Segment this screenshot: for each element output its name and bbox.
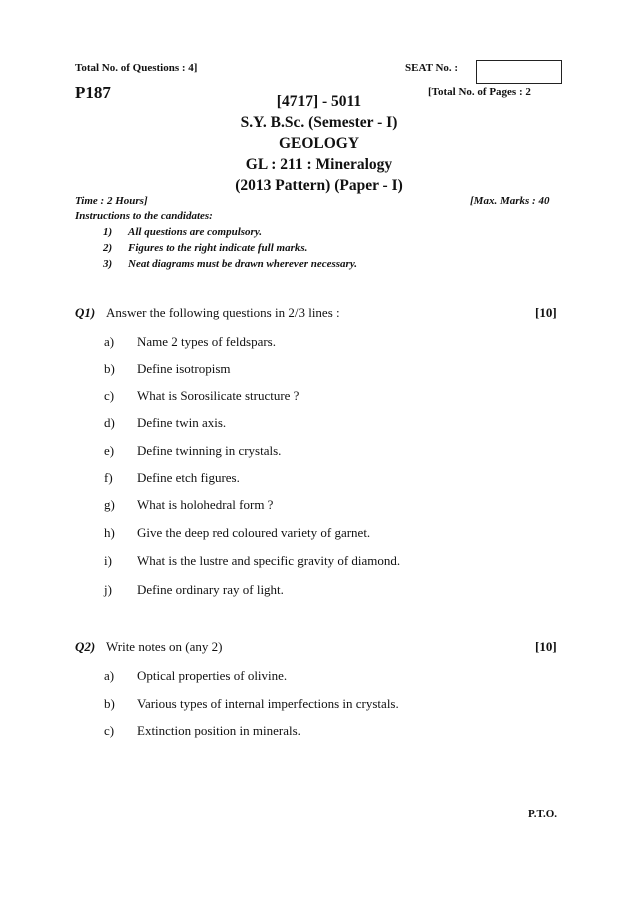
instruction-text: Neat diagrams must be drawn wherever necessary. — [128, 258, 358, 270]
total-pages: [Total No. of Pages : 2 — [428, 86, 531, 98]
part-text: What is the lustre and specific gravity of diamond. — [137, 553, 401, 568]
seat-label: SEAT No. : — [405, 62, 459, 74]
part-label: j) — [104, 582, 112, 597]
paper-code: P187 — [75, 83, 111, 102]
part-text: Optical properties of olivine. — [137, 668, 288, 683]
question-text: Answer the following questions in 2/3 lines : — [106, 305, 340, 320]
question-marks: [10] — [535, 305, 557, 320]
subject-name: GEOLOGY — [278, 135, 360, 152]
part-label: h) — [104, 525, 115, 540]
seat-number-box[interactable] — [476, 60, 562, 84]
question-marks: [10] — [535, 639, 557, 654]
pto-label: P.T.O. — [528, 808, 558, 820]
instructions-heading: Instructions to the candidates: — [75, 210, 213, 222]
part-text: Define twin axis. — [137, 415, 227, 430]
part-text: Various types of internal imperfections in crystals. — [137, 696, 399, 711]
part-text: Define isotropism — [137, 361, 231, 376]
instruction-number: 1) — [103, 226, 113, 238]
part-text: Define twinning in crystals. — [137, 443, 282, 458]
part-label: c) — [104, 723, 115, 738]
part-text: Extinction position in minerals. — [137, 723, 301, 738]
part-label: b) — [104, 696, 115, 711]
part-label: e) — [104, 443, 115, 458]
part-label: a) — [104, 668, 115, 683]
pattern: (2013 Pattern) (Paper - I) — [235, 177, 403, 194]
part-label: d) — [104, 415, 115, 430]
part-text: Define ordinary ray of light. — [137, 582, 284, 597]
part-label: c) — [104, 388, 115, 403]
part-label: f) — [104, 470, 113, 485]
part-label: b) — [104, 361, 115, 376]
paper-title: GL : 211 : Mineralogy — [245, 156, 393, 173]
part-text: What is Sorosilicate structure ? — [137, 388, 300, 403]
part-text: Give the deep red coloured variety of garnet. — [137, 525, 371, 540]
question-number: Q2) — [75, 639, 96, 654]
part-label: g) — [104, 497, 115, 512]
question-number: Q1) — [75, 305, 96, 320]
exam-title-block — [190, 91, 448, 196]
max-marks: [Max. Marks : 40 — [470, 195, 550, 207]
instruction-number: 3) — [103, 258, 113, 270]
part-label: i) — [104, 553, 112, 568]
part-text: Define etch figures. — [137, 470, 240, 485]
time-allowed: Time : 2 Hours] — [75, 195, 148, 207]
part-text: What is holohedral form ? — [137, 497, 274, 512]
part-label: a) — [104, 334, 115, 349]
part-text: Name 2 types of feldspars. — [137, 334, 276, 349]
instruction-text: Figures to the right indicate full marks. — [128, 242, 308, 254]
instruction-text: All questions are compulsory. — [128, 226, 263, 238]
course-name: S.Y. B.Sc. (Semester - I) — [240, 114, 398, 131]
instruction-number: 2) — [103, 242, 113, 254]
question-text: Write notes on (any 2) — [106, 639, 223, 654]
total-questions: Total No. of Questions : 4] — [75, 62, 198, 74]
exam-code: [4717] - 5011 — [276, 93, 362, 110]
